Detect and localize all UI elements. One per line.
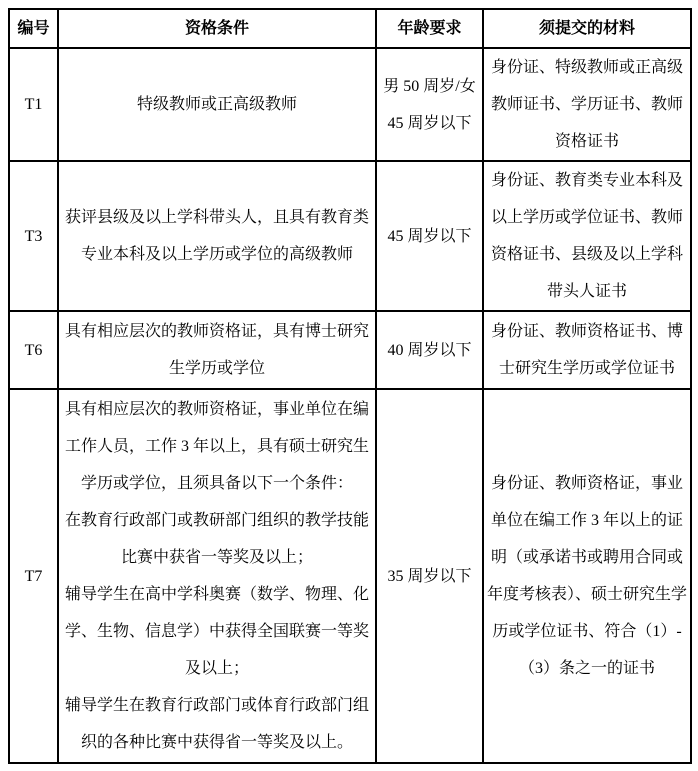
cell-id: T3 xyxy=(9,161,58,311)
cell-age: 男 50 周岁/女 45 周岁以下 xyxy=(376,48,483,161)
cell-qualification xyxy=(58,311,376,389)
qualification-paragraph: 获评县级及以上学科带头人，且具有教育类专业本科及以上学历或学位的高级教师 xyxy=(64,209,369,263)
cell-materials: 身份证、教育类专业本科及以上学历或学位证书、教师资格证书、县级及以上学科带头人证书 xyxy=(483,161,691,311)
cell-age: 40 周岁以下 xyxy=(376,311,483,389)
cell-age: 35 周岁以下 xyxy=(376,389,483,763)
qualification-paragraph: 辅导学生在高中学科奥赛（数学、物理、化学、生物、信息学）中获得全国联赛一等奖及以上； xyxy=(64,586,369,677)
cell-qualification xyxy=(58,48,376,161)
qualification-paragraph: 具有相应层次的教师资格证，事业单位在编工作人员，工作 3 年以上，具有硕士研究生学历或学位，且须具备以下一个条件： xyxy=(64,401,369,492)
column-header-qualification: 资格条件 xyxy=(58,9,376,48)
cell-materials: 身份证、特级教师或正高级教师证书、学历证书、教师资格证书 xyxy=(483,48,691,161)
qualification-paragraph: 具有相应层次的教师资格证，具有博士研究生学历或学位 xyxy=(64,323,369,377)
cell-age: 45 周岁以下 xyxy=(376,161,483,311)
table-row-t7 xyxy=(9,389,691,763)
cell-qualification xyxy=(58,389,376,763)
table-row-t6 xyxy=(9,311,691,389)
table-row-t3 xyxy=(9,161,691,311)
cell-qualification xyxy=(58,161,376,311)
cell-id: T6 xyxy=(9,311,58,389)
qualification-paragraph: 在教育行政部门或教研部门组织的教学技能比赛中获省一等奖及以上； xyxy=(64,512,369,566)
column-header-materials: 须提交的材料 xyxy=(483,9,691,48)
qualification-paragraph: 特级教师或正高级教师 xyxy=(136,96,297,113)
column-header-age: 年龄要求 xyxy=(376,9,483,48)
qualification-requirements-table xyxy=(8,8,692,764)
qualification-paragraph: 辅导学生在教育行政部门或体育行政部门组织的各种比赛中获得省一等奖及以上。 xyxy=(64,697,369,751)
cell-materials: 身份证、教师资格证，事业单位在编工作 3 年以上的证明（或承诺书或聘用合同或年度考核表）、硕士研究生学历或学位证书、符合（1）-（3）条之一的证书 xyxy=(483,389,691,763)
table-row-t1 xyxy=(9,48,691,161)
header-row xyxy=(9,9,691,48)
cell-id: T1 xyxy=(9,48,58,161)
cell-id: T7 xyxy=(9,389,58,763)
cell-materials: 身份证、教师资格证书、博士研究生学历或学位证书 xyxy=(483,311,691,389)
column-header-id: 编号 xyxy=(9,9,58,48)
